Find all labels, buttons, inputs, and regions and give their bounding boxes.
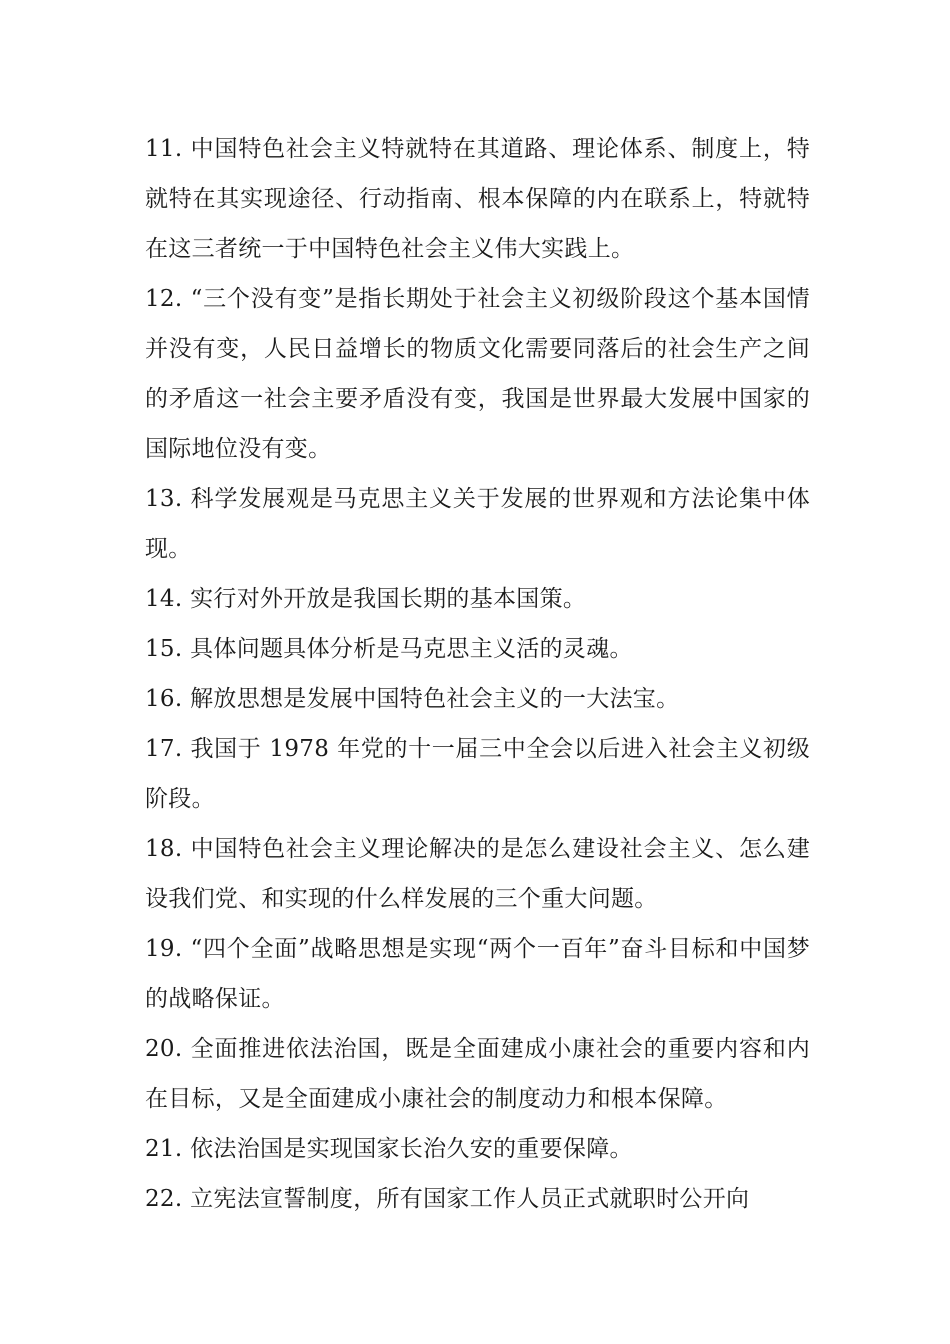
list-item: 13. 科学发展观是马克思主义关于发展的世界观和方法论集中体现。 [145, 486, 810, 562]
list-item: 22. 立宪法宣誓制度，所有国家工作人员正式就职时公开向 [145, 1186, 750, 1212]
document-body [145, 124, 810, 1224]
list-item: 20. 全面推进依法治国，既是全面建成小康社会的重要内容和内在目标，又是全面建成小康社会的制度动力和根本保障。 [145, 1036, 810, 1112]
list-item: 19. “四个全面”战略思想是实现“两个一百年”奋斗目标和中国梦的战略保证。 [145, 936, 810, 1012]
list-item: 14. 实行对外开放是我国长期的基本国策。 [145, 586, 587, 612]
list-item: 17. 我国于 1978 年党的十一届三中全会以后进入社会主义初级阶段。 [145, 736, 810, 812]
list-item: 21. 依法治国是实现国家长治久安的重要保障。 [145, 1136, 633, 1162]
list-item: 15. 具体问题具体分析是马克思主义活的灵魂。 [145, 636, 633, 662]
list-item: 16. 解放思想是发展中国特色社会主义的一大法宝。 [145, 686, 680, 712]
list-item: 11. 中国特色社会主义特就特在其道路、理论体系、制度上，特就特在其实现途径、行动指南、根本保障的内在联系上，特就特在这三者统一于中国特色社会主义伟大实践上。 [145, 136, 810, 262]
list-item: 18. 中国特色社会主义理论解决的是怎么建设社会主义、怎么建设我们党、和实现的什么样发展的三个重大问题。 [145, 836, 810, 912]
list-item: 12. “三个没有变”是指长期处于社会主义初级阶段这个基本国情并没有变，人民日益增长的物质文化需要同落后的社会生产之间的矛盾这一社会主要矛盾没有变，我国是世界最大发展中国家的国际地位没有变。 [145, 286, 810, 462]
